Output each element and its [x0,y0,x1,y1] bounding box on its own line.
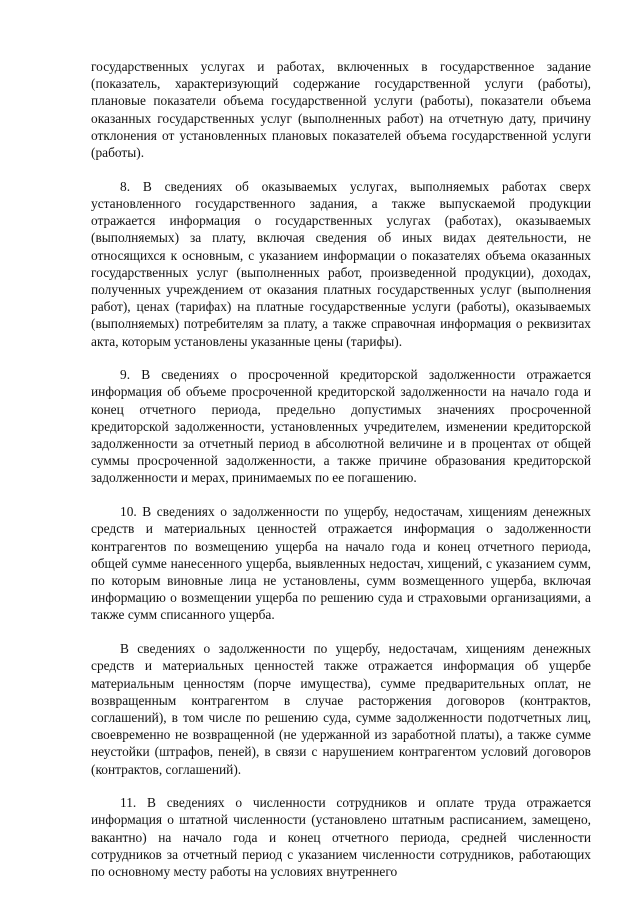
paragraph-item-11: 11. В сведениях о численности сотрудников и оплате труда отражается информация о штатной численности (установлено штатным расписанием, замещено, вакантно) на начало года и конец отчетного периода, средней численности сотрудников за отчетный период с указанием численности сотрудников, работающих по основному месту работы на условиях внутреннего [91,795,591,880]
paragraph-item-8: 8. В сведениях об оказываемых услугах, выполняемых работах сверх установленного государственного задания, а также выпускаемой продукции отражается информация о государственных услугах (работах), оказываемых (выполняемых) за плату, включая сведения об иных видах деятельности, не относящихся к основным, с указанием информации о показателях объема оказанных государственных услуг (выполненных работ, произведенной продукции), доходах, полученных учреждением от оказания платных государственных услуг (выполнения работ), ценах (тарифах) на платные государственные услуги (работы), оказываемых (выполняемых) потребителям за плату, а также справочная информация о реквизитах акта, которым установлены указанные цены (тарифы). [91,178,591,349]
paragraph-item-9: 9. В сведениях о просроченной кредиторской задолженности отражается информация об объеме просроченной кредиторской задолженности на начало года и конец отчетного периода, предельно допустимых значениях просроченной кредиторской задолженности, установленных учредителем, изменении кредиторской задолженности за отчетный период в абсолютной величине и в процентах от общей суммы просроченной задолженности, а также причине образования кредиторской задолженности и мерах, принимаемых по ее погашению. [91,367,591,486]
paragraph-continued: государственных услугах и работах, включенных в государственное задание (показатель, характеризующий содержание государственной услуги (работы), плановые показатели объема государственной услуги (работы), показатели объема оказанных государственных услуг (выполненных работ) на отчетную дату, причину отклонения от установленных плановых показателей объема государственной услуги (работы). [91,59,591,161]
paragraph-item-10: 10. В сведениях о задолженности по ущербу, недостачам, хищениям денежных средств и материальных ценностей отражается информация о задолженности контрагентов по возмещению ущерба на начало года и конец отчетного периода, общей сумме нанесенного ущерба, выявленных недостач, хищений, с указанием сумм, по которым виновные лица не установлены, сумм возмещенного ущерба, включая информацию о возмещении ущерба по решению суда и страховыми организациями, а также сумм списанного ущерба. [91,504,591,623]
paragraph-item-10-continued: В сведениях о задолженности по ущербу, недостачам, хищениям денежных средств и материальных ценностей также отражается информация об ущербе материальным ценностям (порче имущества), сумме предварительных оплат, не возвращенным контрагентом в случае расторжения договоров (контрактов, соглашений), в том числе по решению суда, сумме задолженности подотчетных лиц, своевременно не возвращенной (не удержанной из заработной платы), а также сумме неустойки (штрафов, пеней), в связи с нарушением контрагентом условий договоров (контрактов, соглашений). [91,641,591,777]
document-body [91,58,591,880]
